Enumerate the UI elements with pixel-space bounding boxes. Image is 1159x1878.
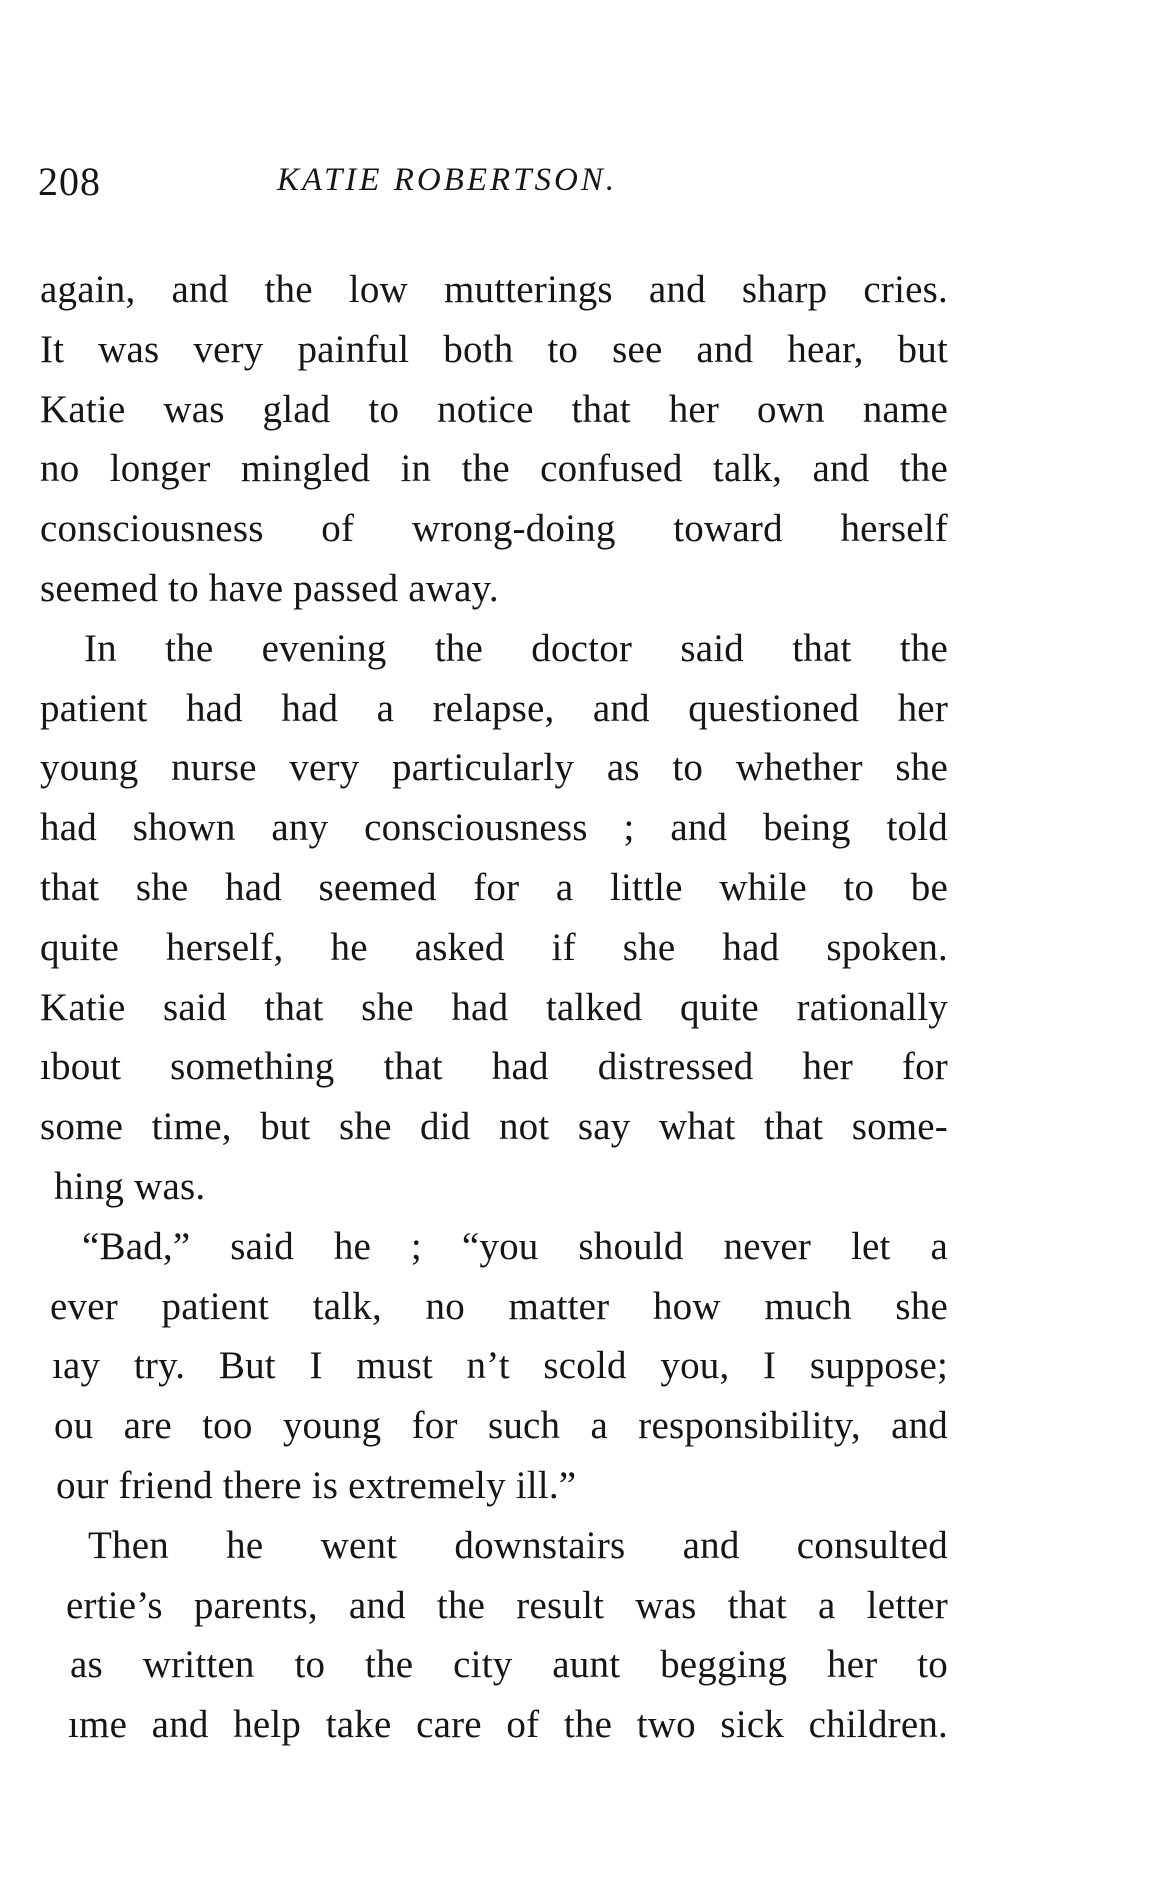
text-line: “Bad,” said he ; “you should never let a [82, 1224, 948, 1268]
text-line: quite herself, he asked if she had spoken. [40, 925, 948, 969]
text-line: consciousness of wrong-doing toward herself [40, 507, 948, 551]
text-line: ever patient talk, no matter how much she [50, 1284, 948, 1328]
text-line: had shown any consciousness ; and being told [40, 806, 948, 850]
text-line: that she had seemed for a little while to be [40, 865, 948, 909]
text-line: as written to the city aunt begging her to [70, 1643, 948, 1687]
body-text [40, 260, 956, 1755]
text-line: seemed to have passed away. [40, 566, 499, 610]
text-line: no longer mingled in the confused talk, and the [40, 447, 948, 491]
text-line: some time, but she did not say what that some- [40, 1105, 948, 1149]
text-line: ıay try. But I must n’t scold you, I suppose; [52, 1344, 948, 1388]
text-line: hing was. [54, 1164, 206, 1208]
text-line: Then he went downstairs and consulted [88, 1523, 948, 1567]
text-line: again, and the low mutterings and sharp cries. [40, 268, 948, 311]
text-line: Katie said that she had talked quite rationally [40, 985, 948, 1029]
running-title: KATIE ROBERTSON. [277, 162, 618, 198]
text-line: Katie was glad to notice that her own name [40, 387, 948, 431]
text-line: ıme and help take care of the two sick children. [68, 1703, 948, 1747]
text-line: ıbout something that had distressed her for [40, 1045, 948, 1089]
text-line: ertie’s parents, and the result was that a letter [66, 1583, 948, 1627]
text-line: patient had had a relapse, and questioned her [40, 686, 948, 730]
text-line: It was very painful both to see and hear, but [40, 327, 948, 371]
text-line: In the evening the doctor said that the [84, 626, 948, 670]
page-header [38, 158, 738, 206]
text-line: our friend there is extremely ill.” [56, 1463, 577, 1507]
text-line: young nurse very particularly as to whether she [40, 746, 948, 790]
page-number: 208 [38, 159, 101, 204]
text-line: ou are too young for such a responsibility, and [54, 1404, 948, 1448]
